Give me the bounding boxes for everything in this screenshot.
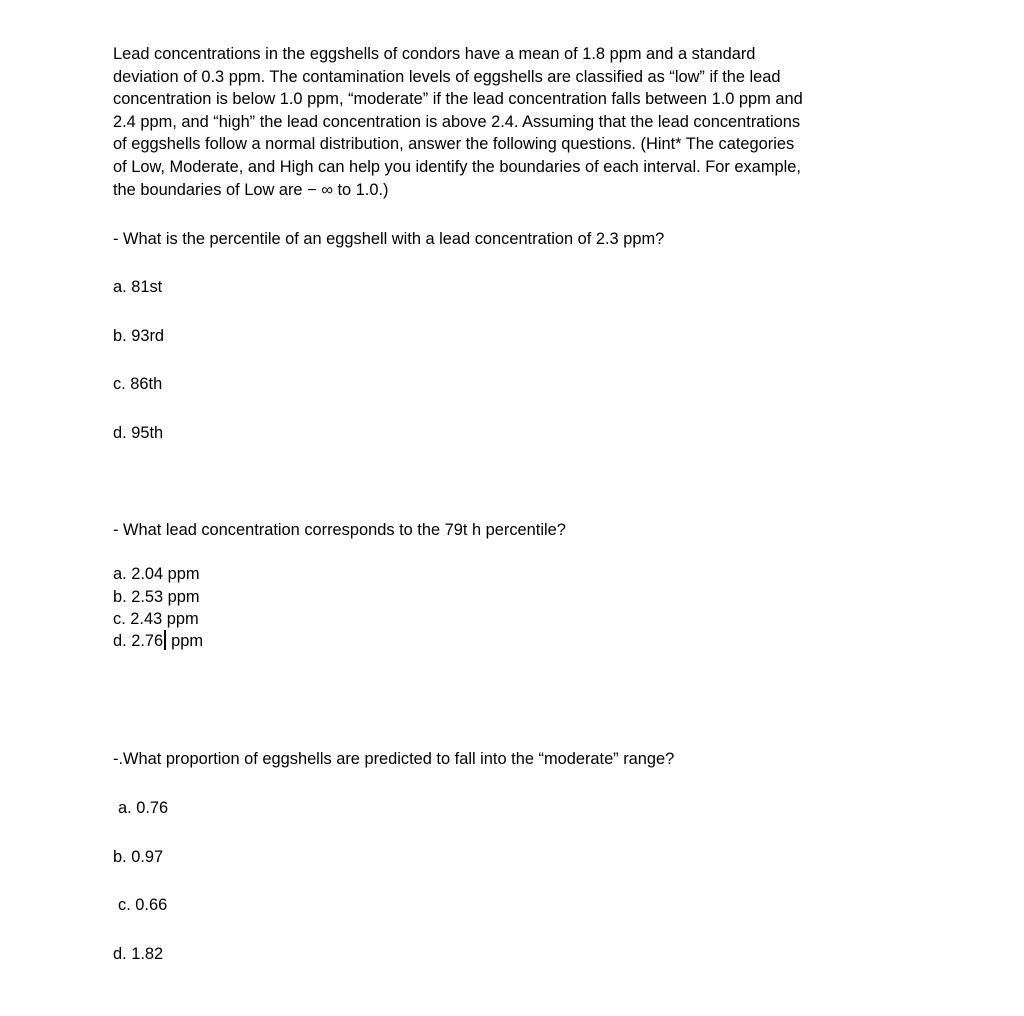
question-2-text: - What lead concentration corresponds to the 79t h percentile? [113, 521, 566, 539]
question-3-option-a: a. 0.76 [118, 799, 169, 817]
question-1-option-c: c. 86th [113, 375, 163, 393]
question-2-option-a: a. 2.04 ppm [113, 565, 200, 583]
question-3-text: -.What proportion of eggshells are predicted to fall into the “moderate” range? [113, 750, 675, 768]
intro-line: concentration is below 1.0 ppm, “moderate” if the lead concentration falls between 1.0 ppm and [113, 90, 803, 109]
question-1-text: - What is the percentile of an eggshell with a lead concentration of 2.3 ppm? [113, 230, 665, 248]
option-d-text-after-cursor: ppm [166, 632, 204, 650]
question-3-option-d: d. 1.82 [113, 945, 164, 963]
intro-line: the boundaries of Low are − ∞ to 1.0.) [113, 180, 389, 199]
question-2-option-d [113, 630, 203, 652]
question-3-option-c: c. 0.66 [118, 896, 168, 914]
option-d-text-before-cursor: d. 2.76 [113, 632, 164, 650]
intro-line: Lead concentrations in the eggshells of condors have a mean of 1.8 ppm and a standard [113, 45, 756, 63]
question-2-option-c: c. 2.43 ppm [113, 610, 199, 628]
intro-line: of Low, Moderate, and High can help you identify the boundaries of each interval. For example, [113, 157, 801, 176]
problem-intro-paragraph [113, 43, 943, 201]
question-1-option-b: b. 93rd [113, 327, 165, 345]
intro-line: of eggshells follow a normal distribution, answer the following questions. (Hint* The categories [113, 135, 795, 154]
question-2-option-b: b. 2.53 ppm [113, 588, 200, 606]
question-1-option-a: a. 81st [113, 278, 163, 296]
intro-line: deviation of 0.3 ppm. The contamination levels of eggshells are classified as “low” if the lead [113, 67, 781, 86]
question-3-option-b: b. 0.97 [113, 848, 164, 866]
text-cursor [164, 630, 166, 650]
question-1-option-d: d. 95th [113, 424, 164, 442]
intro-line: 2.4 ppm, and “high” the lead concentration is above 2.4. Assuming that the lead concentrations [113, 112, 801, 131]
